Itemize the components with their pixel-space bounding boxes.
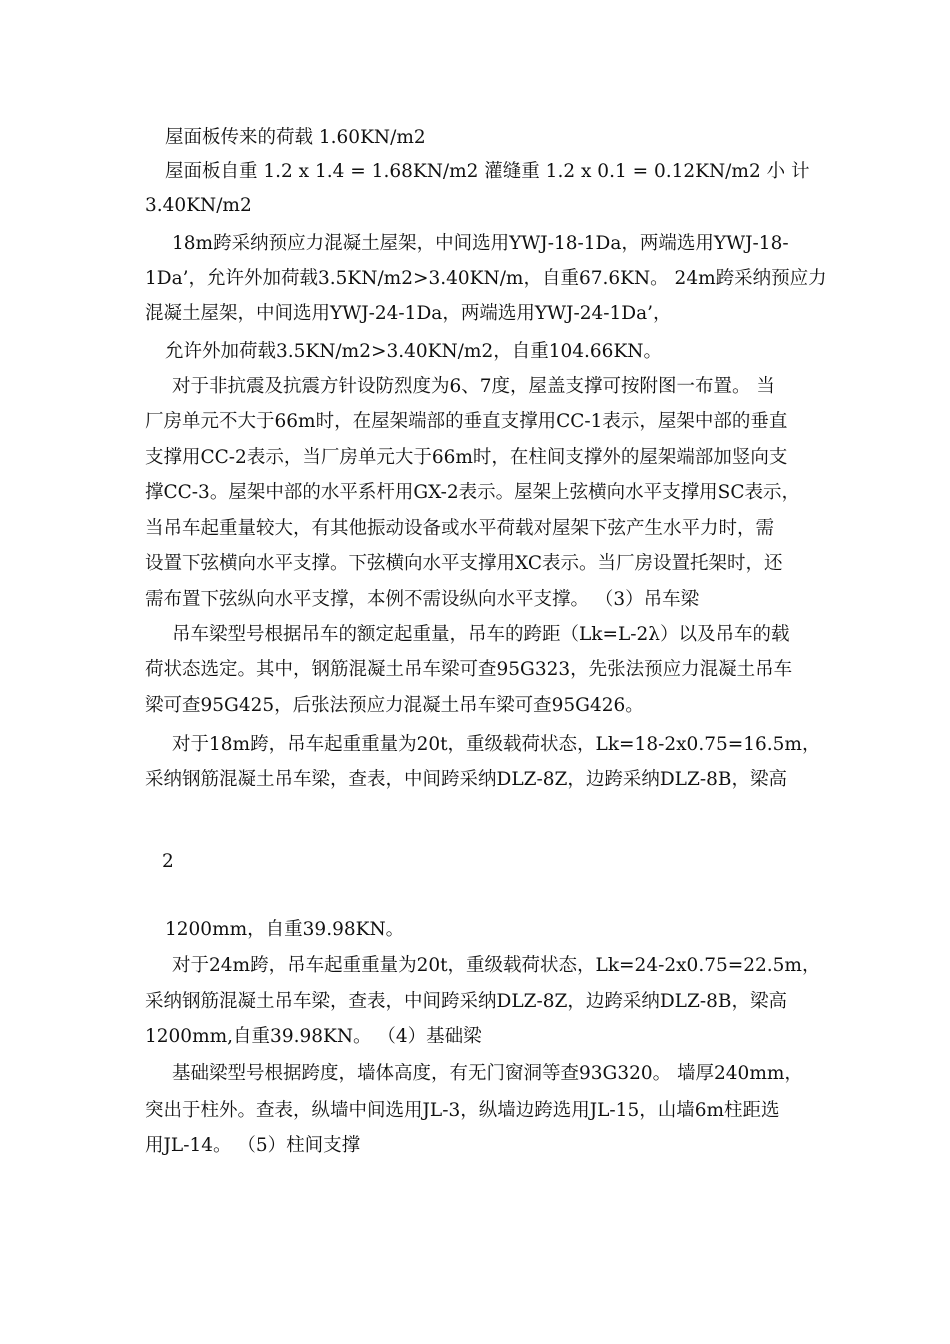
text-line: 需布置下弦纵向水平支撑，本例不需设纵向水平支撑。 （3）吊车梁 (145, 589, 700, 610)
text-line: 对于18m跨，吊车起重重量为20t，重级载荷状态，Lk=18-2x0.75=16.5m， (172, 734, 821, 755)
text-line: 撑CC-3。屋架中部的水平系杆用GX-2表示。屋架上弦横向水平支撑用SC表示， (145, 482, 800, 503)
text-line: 对于24m跨，吊车起重重量为20t，重级载荷状态，Lk=24-2x0.75=22.5m， (172, 955, 821, 976)
text-line: 设置下弦横向水平支撑。下弦横向水平支撑用XC表示。当厂房设置托架时，还 (145, 553, 783, 574)
text-line: 突出于柱外。查表，纵墙中间选用JL-3，纵墙边跨选用JL-15，山墙6m柱距选 (145, 1100, 780, 1121)
text-line: 1200mm，自重39.98KN。 (165, 919, 405, 940)
text-line: 梁可查95G425，后张法预应力混凝土吊车梁可查95G426。 (145, 695, 644, 716)
text-line: 混凝土屋架，中间选用YWJ-24-1Da，两端选用YWJ-24-1Da’， (145, 303, 672, 324)
text-line: 屋面板自重 1.2 x 1.4 = 1.68KN/m2 灌缝重 1.2 x 0.1 = 0.12KN/m2 小 计 (165, 161, 810, 182)
text-line: 1Da’，允许外加荷载3.5KN/m2>3.40KN/m，自重67.6KN。 24m跨采纳预应力 (145, 268, 827, 289)
text-line: 厂房单元不大于66m时，在屋架端部的垂直支撑用CC-1表示，屋架中部的垂直 (145, 411, 788, 432)
text-line: 吊车梁型号根据吊车的额定起重量，吊车的跨距（Lk=L-2λ）以及吊车的载 (172, 624, 790, 645)
text-line: 支撑用CC-2表示，当厂房单元大于66m时，在柱间支撑外的屋架端部加竖向支 (145, 447, 788, 468)
text-line: 允许外加荷载3.5KN/m2>3.40KN/m2，自重104.66KN。 (165, 341, 662, 362)
text-line: 1200mm,自重39.98KN。 （4）基础梁 (145, 1026, 482, 1047)
text-line: 采纳钢筋混凝土吊车梁，查表，中间跨采纳DLZ-8Z，边跨采纳DLZ-8B，梁高 (145, 991, 787, 1012)
page-number: 2 (162, 851, 174, 872)
text-line: 屋面板传来的荷载 1.60KN/m2 (165, 127, 426, 148)
text-line: 18m跨采纳预应力混凝土屋架，中间选用YWJ-18-1Da，两端选用YWJ-18- (172, 233, 789, 254)
text-line: 基础梁型号根据跨度，墙体高度，有无门窗洞等查93G320。 墙厚240mm， (172, 1063, 803, 1084)
text-line: 用JL-14。 （5）柱间支撑 (145, 1135, 361, 1156)
text-line: 3.40KN/m2 (145, 195, 252, 216)
text-line: 当吊车起重量较大，有其他振动设备或水平荷载对屋架下弦产生水平力时，需 (145, 518, 775, 539)
text-line: 采纳钢筋混凝土吊车梁，查表，中间跨采纳DLZ-8Z，边跨采纳DLZ-8B，梁高 (145, 769, 787, 790)
text-line: 荷状态选定。其中，钢筋混凝土吊车梁可查95G323，先张法预应力混凝土吊车 (145, 659, 793, 680)
text-line: 对于非抗震及抗震方针设防烈度为6、7度，屋盖支撑可按附图一布置。 当 (172, 376, 775, 397)
